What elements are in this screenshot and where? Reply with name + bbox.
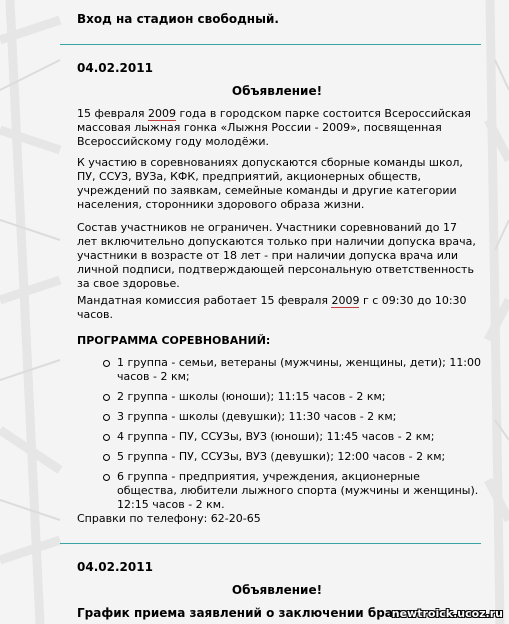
group-text: 1 группа - семьи, ветераны (мужчины, женщины, дети); 11:00 часов - 2 км; [117, 356, 482, 383]
group-text: 6 группа - предприятия, учреждения, акционерные общества, любители лыжного спорта (мужчины и женщины). 12:15 часов - 2 км. [117, 470, 479, 511]
bullet-icon [103, 434, 110, 441]
news-divider [60, 543, 481, 544]
phone-info: Справки по телефону: 62-20-65 [77, 512, 261, 525]
news-heading: Объявление! [231, 583, 323, 597]
participants-paragraph: К участию в соревнованиях допускаются сборные команды школ, ПУ, ССУЗ, ВУЗа, КФК, предприятий, акционерных обществ, учреждений по заявкам, семейные команды и другие категории населения, сторонники здорового образа жизни. [77, 156, 463, 211]
news-divider [60, 44, 481, 45]
site-watermark: newtroick.ucoz.ru [391, 607, 503, 620]
year-link[interactable]: 2009 [148, 107, 177, 120]
bullet-icon [103, 474, 110, 481]
news-subtitle: График приема заявлений о заключении брак [77, 606, 402, 620]
year-link[interactable]: 2009 [331, 294, 360, 307]
news-column [60, 0, 488, 624]
top-note: Вход на стадион свободный. [77, 12, 279, 26]
program-title: ПРОГРАММА СОРЕВНОВАНИЙ: [77, 334, 271, 347]
group-text: 5 группа - ПУ, ССУЗы, ВУЗ (девушки); 12:00 часов - 2 км; [117, 450, 446, 463]
bullet-icon [103, 394, 110, 401]
group-text: 2 группа - школы (юноши); 11:15 часов - 2 км; [117, 390, 386, 403]
news-date: 04.02.2011 [77, 560, 153, 574]
commission-text-start: Мандатная комиссия работает 15 февраля [77, 294, 332, 307]
intro-text-start: 15 февраля [77, 107, 149, 120]
group-text: 4 группа - ПУ, ССУЗы, ВУЗ (юноши); 11:45 часов - 2 км; [117, 430, 435, 443]
list-item [103, 470, 483, 512]
news-heading: Объявление! [231, 84, 323, 98]
composition-paragraph: Состав участников не ограничен. Участники соревнований до 17 лет включительно допускаются только при наличии допуска врача, участники в возрасте от 18 лет - при наличии допуска врача или личной подписи, подтверждающей персональную ответственность за свое здоровье. [77, 221, 476, 290]
commission-text-end: г с 09:30 до 10:30 часов. [77, 294, 467, 321]
news-intro-paragraph [77, 107, 480, 149]
bullet-icon [103, 454, 110, 461]
bullet-icon [103, 414, 110, 421]
group-text: 3 группа - школы (девушки); 11:30 часов - 2 км; [117, 410, 397, 423]
intro-text-end: года в городском парке состоится Всероссийская массовая лыжная гонка «Лыжня России - 2009», посвященная Всероссийскому году молодёжи. [77, 107, 471, 148]
list-item [103, 356, 483, 384]
bullet-icon [103, 360, 110, 367]
list-item [103, 430, 483, 444]
list-item [103, 450, 483, 464]
commission-paragraph [77, 294, 480, 322]
list-item [103, 390, 483, 404]
group-list [103, 356, 483, 518]
news-date: 04.02.2011 [77, 61, 153, 75]
list-item [103, 410, 483, 424]
